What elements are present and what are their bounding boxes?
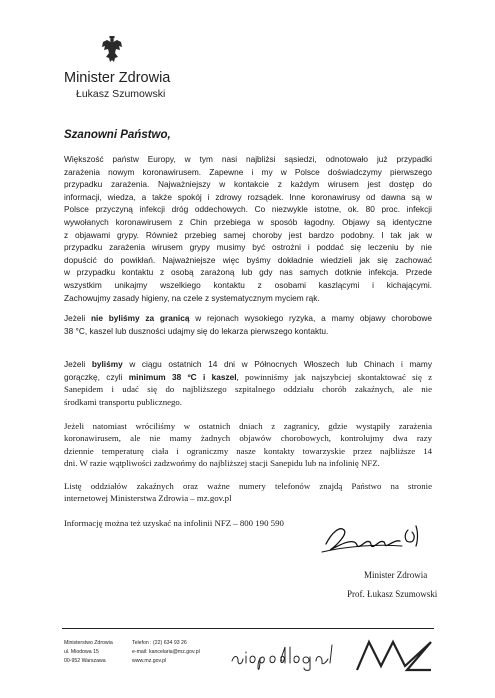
text-run: w ciągu ostatnich 14 dni w Północnych Włoszech lub Chinach i mamy — [122, 359, 432, 369]
paragraph-line: wszystkim unikajmy wszelkiego kontaktu z osobami kaszlącymi i kichającymi. — [64, 279, 432, 290]
bold-text: byliśmy — [91, 359, 123, 369]
paragraph-list — [64, 480, 432, 505]
footer-contact — [132, 639, 200, 666]
paragraph-line: koronawirusem, ale nie mamy żadnych objawów chorobowych, kontrolujmy dwa razy — [64, 433, 432, 444]
paragraph-line: internetowej Ministerstwa Zdrowia – mz.gov.pl — [64, 493, 232, 504]
paragraph-line: Jeżeli natomiast wróciliśmy w ostatnich dniach z zagranicy, gdzie wystąpiły zarażenia — [64, 421, 432, 431]
paragraph-line: 38 °C, kaszel lub duszności udajmy się do lekarza pierwszego kontaktu. — [64, 325, 329, 336]
paragraph-line: dopuścić do powikłań. Najważniejsze więc byśmy dokładnie wiedzieli jak się zachować — [64, 254, 432, 265]
text-run: , powinniśmy jak najszybciej skontaktować się z — [236, 371, 432, 382]
paragraph-line: wywołanych koronawirusem z Chin przebiega w sposób łagodny. Objawy są identyczne — [64, 216, 432, 227]
footer-line: e-mail: kancelaria@mz.gov.pl — [132, 649, 200, 655]
paragraph-returned — [64, 420, 432, 470]
footer-line: 00-952 Warszawa — [64, 658, 106, 664]
paragraph-line — [64, 371, 432, 384]
paragraph-line: Zachowujmy zasady higieny, na czele z systematycznym myciem rąk. — [64, 292, 320, 303]
paragraph-line: przypadku zarażenia wirusem grypy musimy być ostrożni i poddać się leczeniu by nie — [64, 242, 432, 253]
text-run: gorączkę, czyli — [64, 371, 129, 382]
footer-address — [64, 639, 113, 666]
paragraph-line: Większość państw Europy, w tym nasi najbliżsi sąsiedzi, odnotowało już przypadki — [64, 154, 432, 164]
paragraph-travelled — [64, 358, 432, 408]
footer-line: Ministerstwo Zdrowia — [64, 640, 113, 646]
paragraph-line: zarażenia nowym koronawirusem. Zapewne i my w Polsce doświadczymy pierwszego — [64, 166, 432, 177]
bold-text: nie byliśmy za granicą — [90, 313, 190, 323]
paragraph-line: dziennie temperaturę ciała i ograniczmy nasze kontakty towarzyskie przez najbliższe 14 — [64, 445, 432, 456]
text-run: Jeżeli — [64, 359, 92, 369]
signature-name: Prof. Łukasz Szumowski — [347, 589, 438, 599]
bold-text: minimum 38 ºC i kaszel — [128, 371, 237, 382]
footer-line: ul. Miodowa 15 — [64, 649, 99, 655]
paragraph-line: Sanepidem i udać się do najbliższego szpitalnego oddziału chorób zakaźnych, ale nie — [64, 384, 432, 395]
niepodlegla-logo-icon — [230, 641, 340, 671]
minister-name: Łukasz Szumowski — [76, 88, 166, 100]
paragraph-line — [64, 312, 432, 325]
mz-logo-icon — [353, 636, 435, 674]
text-run: Jeżeli — [64, 313, 91, 323]
paragraph-line: informacji, wiedza, a także spokój i zdrowy rozsądek. Inne koronawirusy od dawna są w — [64, 191, 432, 202]
paragraph-intro — [64, 153, 432, 304]
paragraph-no-travel — [64, 312, 432, 337]
footer-line: Telefon : (22) 634 93 26 — [132, 640, 187, 646]
signature-title: Minister Zdrowia — [364, 570, 428, 580]
handwritten-signature — [318, 516, 438, 558]
minister-title: Minister Zdrowia — [64, 70, 171, 86]
paragraph-line — [64, 358, 432, 371]
paragraph-line: w przypadku kontaktu z osobą zarażoną lub gdy nas samych dotknie infekcja. Przede — [64, 267, 432, 278]
paragraph-line: przypadku zarażenia. Najważniejszy w kontakcie z każdym wirusem jest dostęp do — [64, 179, 432, 190]
footer-divider — [62, 628, 434, 629]
paragraph-line: Polsce przyczyną infekcji dróg oddechowych. Co niezwykle istotne, ok. 80 proc. infekcji — [64, 204, 432, 215]
paragraph-line: Listę oddziałów zakaźnych oraz ważne numery telefonów znajdą Państwo na stronie — [64, 481, 432, 491]
footer-line: www.mz.gov.pl — [132, 658, 167, 664]
paragraph-line: z objawami grypy. Również przebieg samej choroby jest bardzo podobny. I tak jak w — [64, 229, 432, 240]
paragraph-line: Informację można też uzyskać na infolinii NFZ – 800 190 590 — [64, 518, 284, 528]
paragraph-line: dni. W razie wątpliwości zadzwońmy do najbliższej stacji Sanepidu lub na infolinię NFZ. — [64, 458, 380, 469]
text-run: w rejonach wysokiego ryzyka, a mamy objawy chorobowe — [189, 313, 432, 323]
salutation: Szanowni Państwo, — [64, 129, 171, 141]
paragraph-line: środkami transportu publicznego. — [64, 396, 182, 407]
polish-eagle-emblem-icon — [101, 36, 123, 64]
